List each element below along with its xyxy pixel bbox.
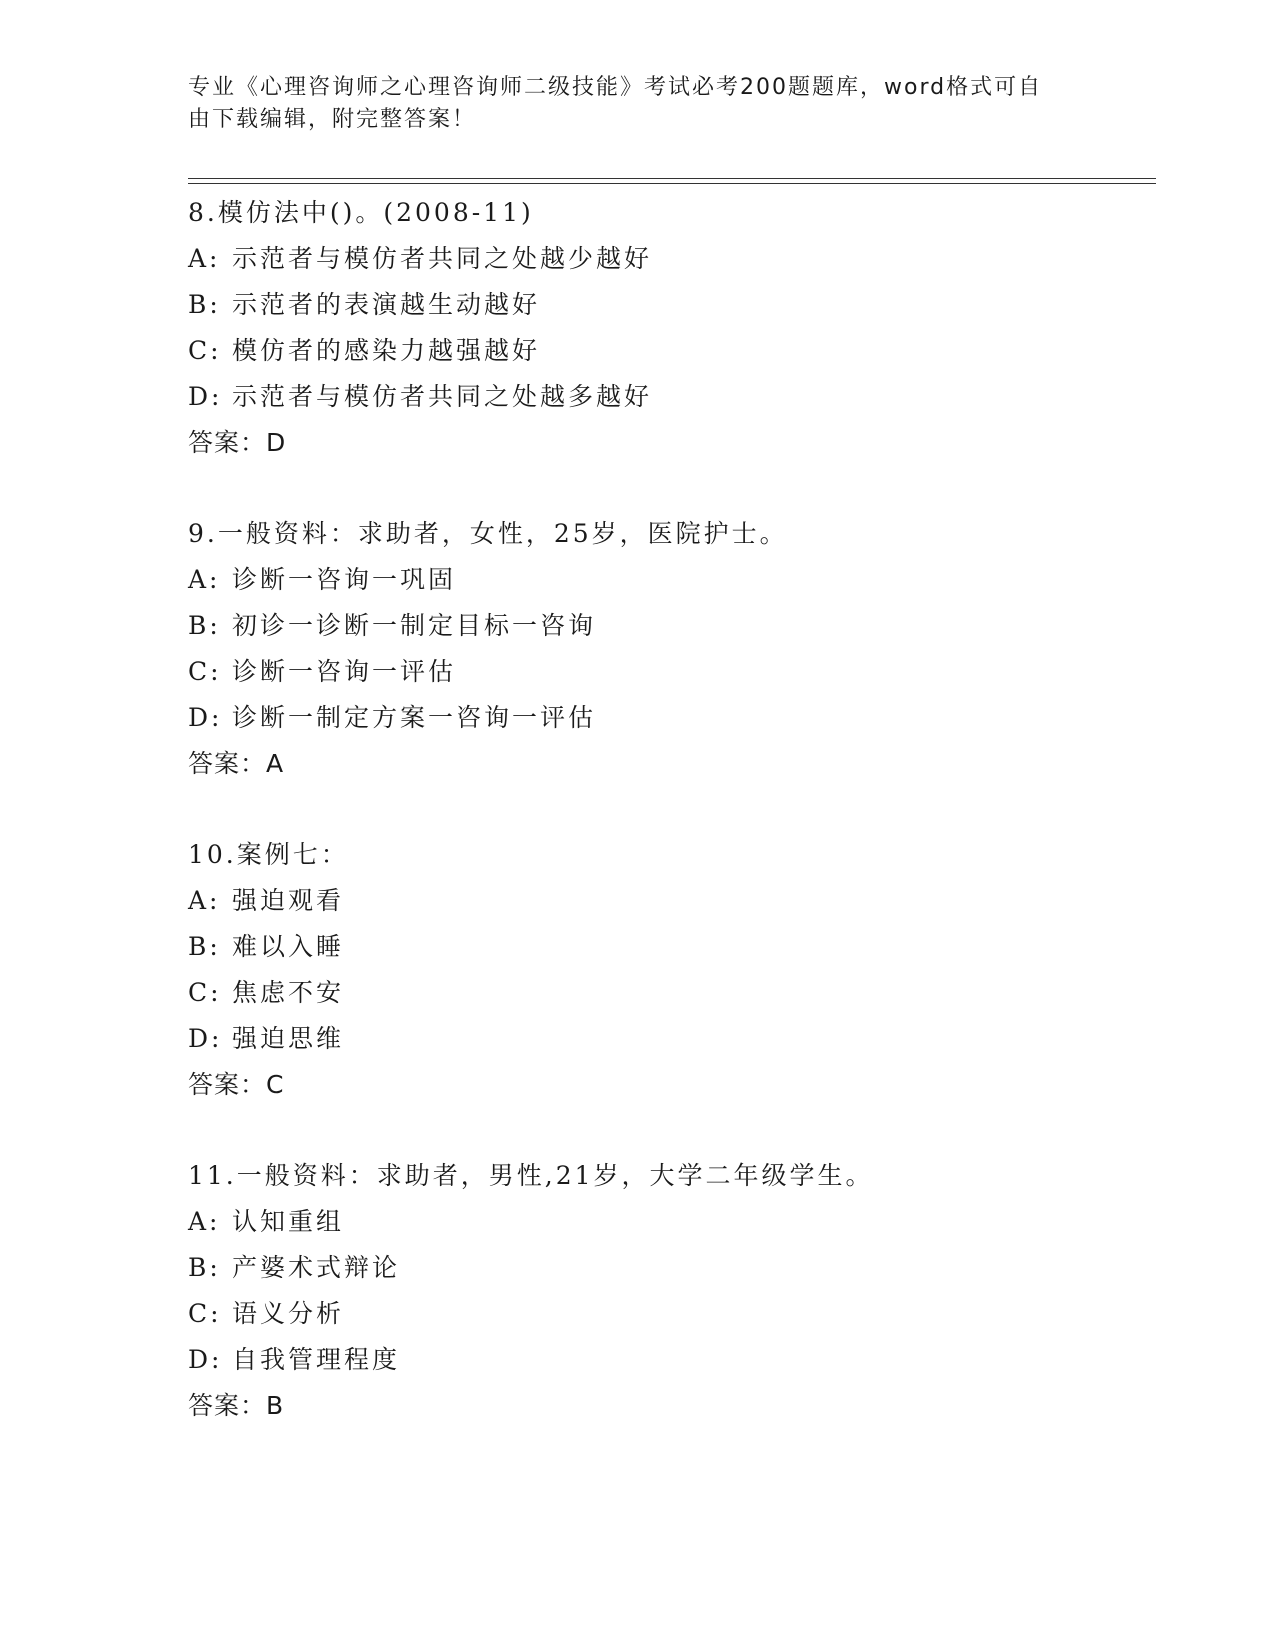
option-letter: A:	[188, 1207, 221, 1236]
question-block	[188, 832, 1148, 1108]
option-letter: C:	[188, 336, 222, 365]
option-c	[188, 649, 1148, 695]
option-letter: C:	[188, 1299, 222, 1328]
answer-line: 答案：A	[188, 749, 285, 778]
answer-line: 答案：B	[188, 1391, 285, 1420]
option-text: 语义分析	[232, 1299, 345, 1328]
option-text: 示范者与模仿者共同之处越少越好	[232, 244, 653, 273]
option-c	[188, 970, 1148, 1016]
option-letter: B:	[188, 611, 221, 640]
option-letter: C:	[188, 978, 222, 1007]
option-text: 示范者的表演越生动越好	[232, 290, 541, 319]
option-letter: D:	[188, 382, 223, 411]
question-stem: 8.模仿法中()。(2008-11)	[188, 198, 534, 227]
option-text: 诊断一咨询一评估	[232, 657, 457, 686]
option-d	[188, 695, 1148, 741]
option-b	[188, 1245, 1148, 1291]
answer-line: 答案：D	[188, 428, 287, 457]
option-a	[188, 878, 1148, 924]
option-c	[188, 328, 1148, 374]
option-d	[188, 1016, 1148, 1062]
question-stem: 10.案例七：	[188, 840, 349, 869]
option-c	[188, 1291, 1148, 1337]
option-a	[188, 557, 1148, 603]
question-stem: 9.一般资料：求助者，女性，25岁，医院护士。	[188, 519, 788, 548]
question-block	[188, 511, 1148, 787]
option-a	[188, 1199, 1148, 1245]
question-block	[188, 1153, 1148, 1429]
option-text: 焦虑不安	[232, 978, 345, 1007]
option-a	[188, 236, 1148, 282]
option-letter: A:	[188, 886, 221, 915]
header-line-2: 由下载编辑，附完整答案！	[188, 107, 477, 132]
option-b	[188, 924, 1148, 970]
option-text: 难以入睡	[232, 932, 345, 961]
option-b	[188, 282, 1148, 328]
option-text: 模仿者的感染力越强越好	[232, 336, 541, 365]
question-list	[188, 190, 1148, 1474]
question-stem: 11.一般资料：求助者，男性,21岁，大学二年级学生。	[188, 1161, 874, 1190]
header-line-1: 专业《心理咨询师之心理咨询师二级技能》考试必考200题题库，word格式可自	[188, 75, 1043, 100]
option-text: 自我管理程度	[232, 1345, 401, 1374]
option-text: 诊断一制定方案一咨询一评估	[232, 703, 597, 732]
option-letter: C:	[188, 657, 222, 686]
option-text: 认知重组	[232, 1207, 345, 1236]
option-text: 示范者与模仿者共同之处越多越好	[232, 382, 653, 411]
option-d	[188, 374, 1148, 420]
option-letter: D:	[188, 1345, 223, 1374]
header-divider-bottom	[188, 183, 1156, 184]
option-letter: B:	[188, 932, 221, 961]
option-letter: B:	[188, 290, 221, 319]
option-b	[188, 603, 1148, 649]
option-letter: D:	[188, 703, 223, 732]
option-letter: B:	[188, 1253, 221, 1282]
option-text: 产婆术式辩论	[232, 1253, 401, 1282]
header-divider-top	[188, 178, 1156, 179]
answer-line: 答案：C	[188, 1070, 285, 1099]
option-text: 强迫思维	[232, 1024, 345, 1053]
document-header	[188, 72, 1068, 136]
option-d	[188, 1337, 1148, 1383]
option-text: 初诊一诊断一制定目标一咨询	[232, 611, 597, 640]
option-letter: A:	[188, 565, 221, 594]
question-block	[188, 190, 1148, 466]
option-letter: D:	[188, 1024, 223, 1053]
option-text: 强迫观看	[232, 886, 345, 915]
option-letter: A:	[188, 244, 221, 273]
option-text: 诊断一咨询一巩固	[232, 565, 457, 594]
